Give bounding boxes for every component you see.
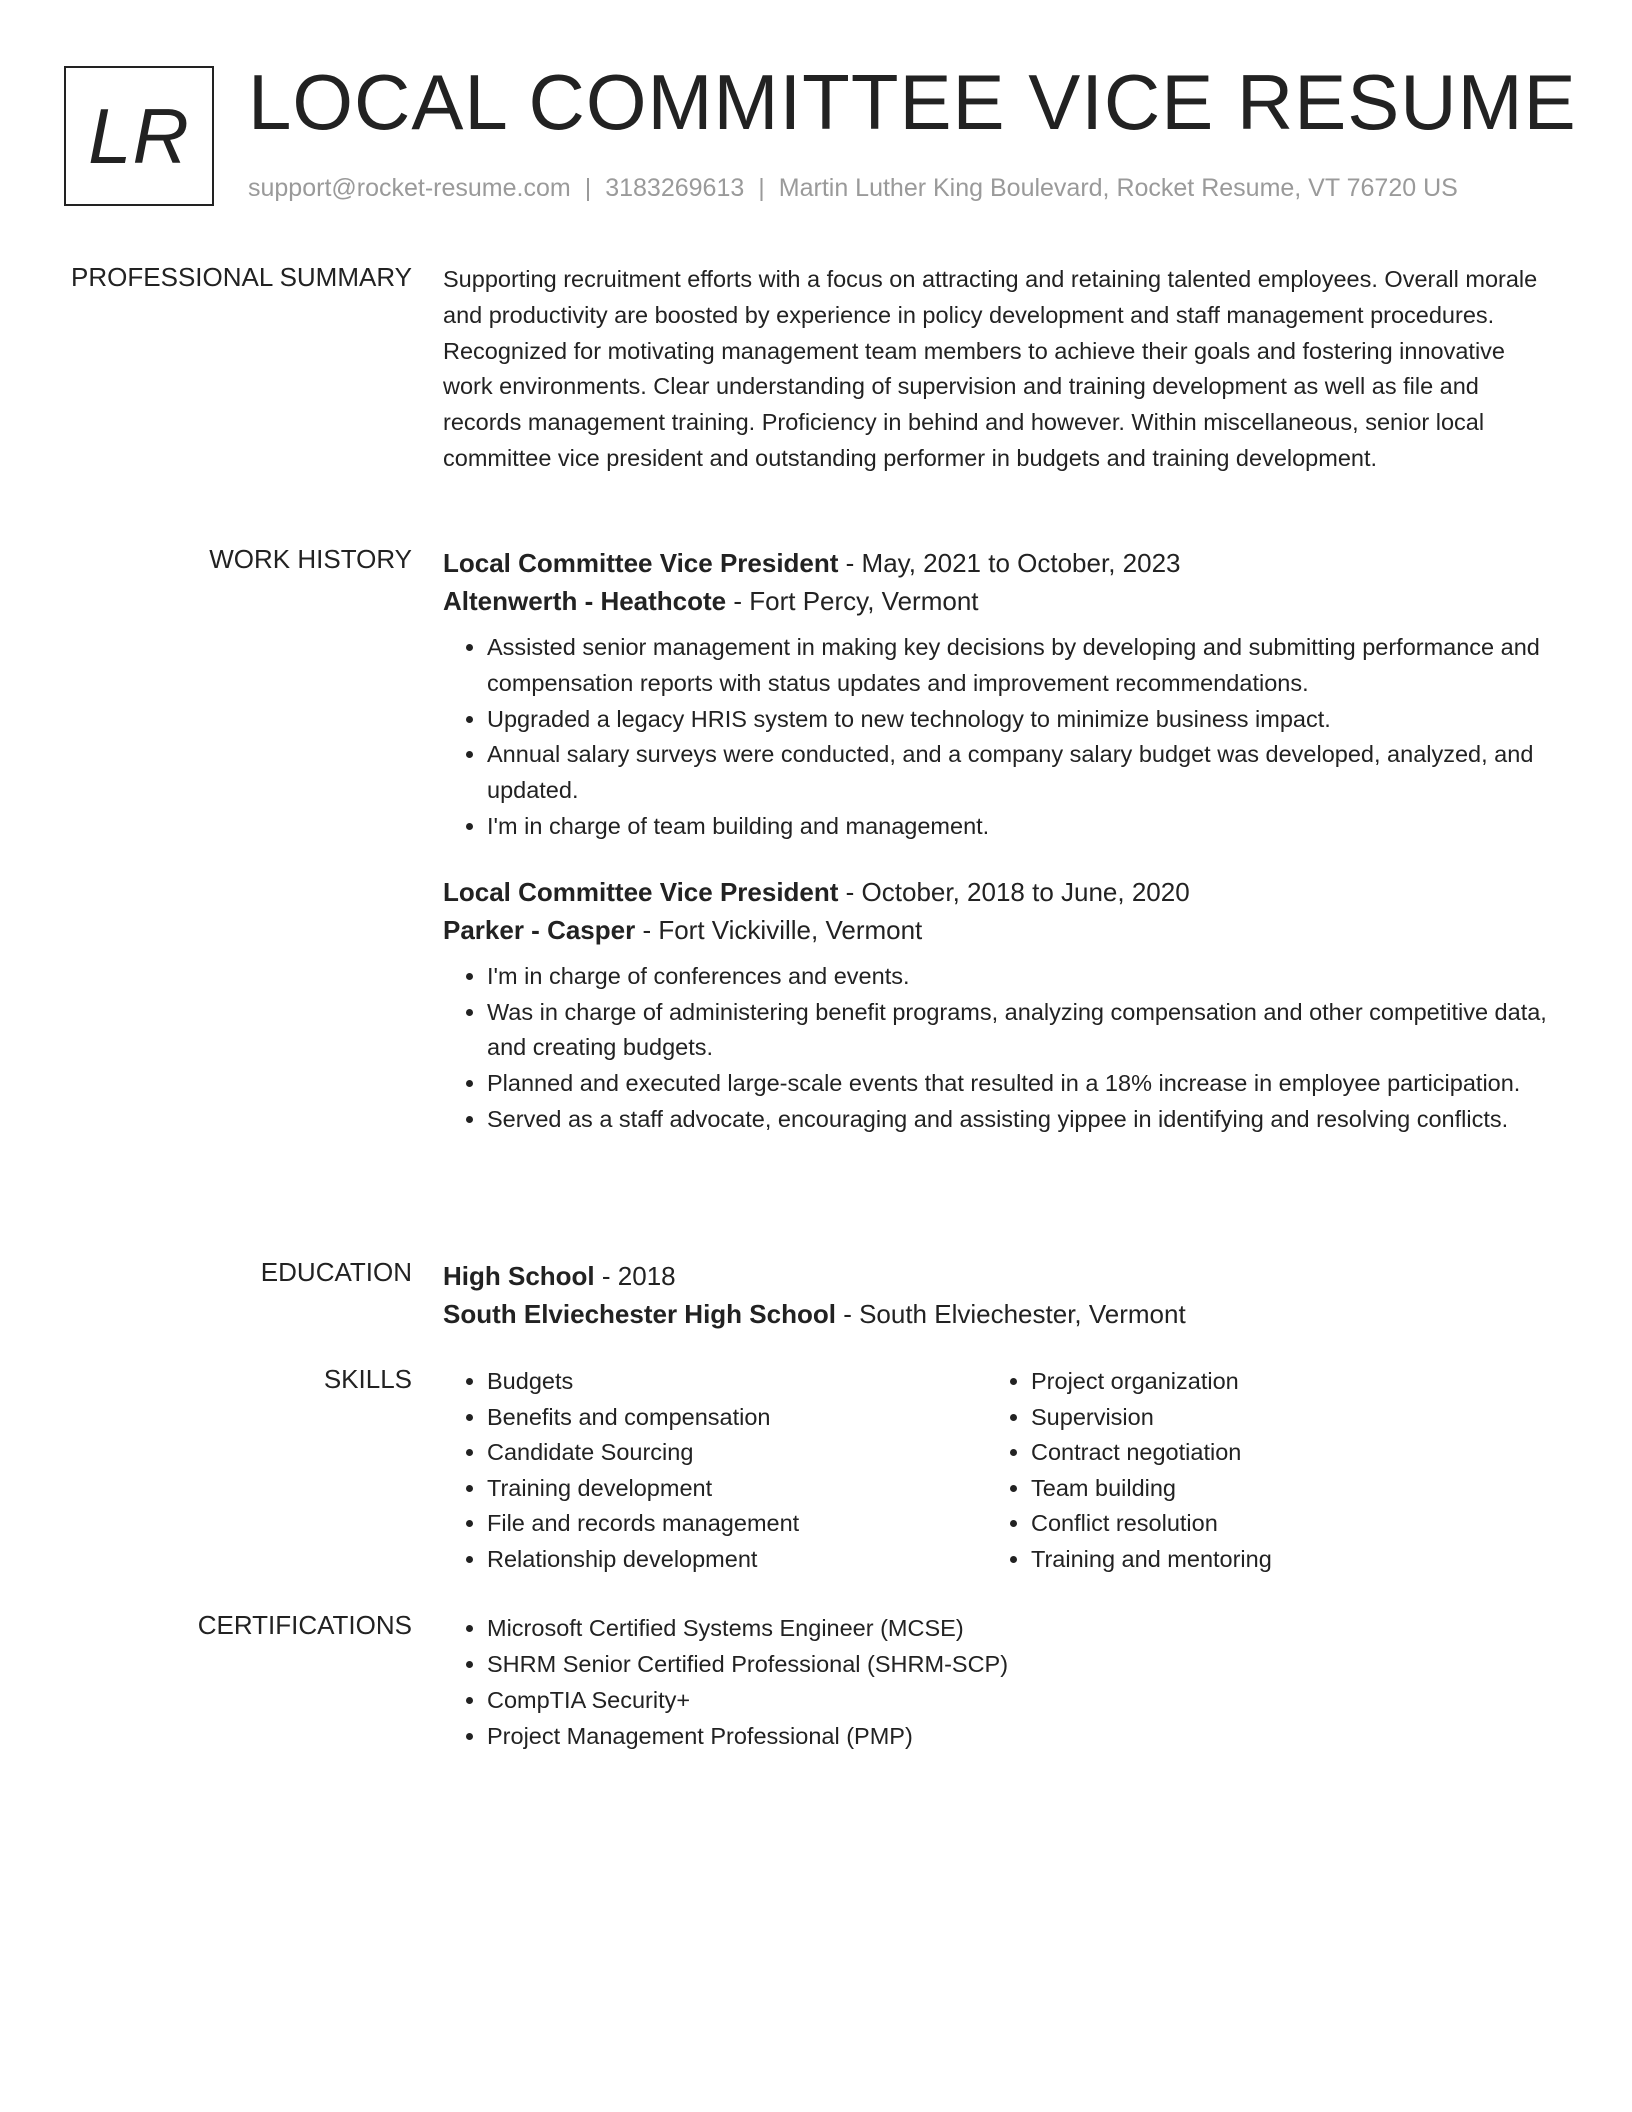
job-bullet: • Was in charge of administering benefit programs, analyzing compensation and other competitive data, and creating budgets. [487, 995, 1558, 1067]
education-degree-line [443, 1257, 1558, 1295]
job-company: Parker - Casper [443, 914, 636, 945]
section-label-summary: PROFESSIONAL SUMMARY [71, 262, 412, 292]
job-dates: - May, 2021 to October, 2023 [838, 548, 1181, 578]
certification-item: • CompTIA Security+ [487, 1682, 1558, 1718]
skill-item: • Project organization [1031, 1364, 1531, 1400]
resume-title: LOCAL COMMITTEE VICE RESUME [248, 58, 1577, 146]
job-bullets [443, 959, 1558, 1138]
certification-item: • SHRM Senior Certified Professional (SHRM-SCP) [487, 1646, 1558, 1682]
job-bullet: • Annual salary surveys were conducted, and a company salary budget was developed, analyzed, and updated. [487, 737, 1558, 809]
skill-item: • Training development [487, 1471, 987, 1507]
skill-item: • Candidate Sourcing [487, 1435, 987, 1471]
skills-column-left [443, 1364, 987, 1578]
skill-item: • Budgets [487, 1364, 987, 1400]
job-company-line [443, 582, 1558, 620]
job-bullet: • Upgraded a legacy HRIS system to new technology to minimize business impact. [487, 702, 1558, 738]
education-school: South Elviechester High School [443, 1299, 836, 1329]
job-bullet: • I'm in charge of team building and management. [487, 809, 1558, 845]
job-location: - Fort Percy, Vermont [726, 586, 979, 616]
section-label-certifications: CERTIFICATIONS [197, 1610, 412, 1640]
skill-item: • Conflict resolution [1031, 1506, 1531, 1542]
education-year: - 2018 [594, 1261, 676, 1291]
certifications-list [443, 1610, 1558, 1754]
job-title: Local Committee Vice President [443, 876, 839, 907]
job-bullet: • Served as a staff advocate, encouraging and assisting yippee in identifying and resolving conflicts. [487, 1102, 1558, 1138]
certification-item: • Microsoft Certified Systems Engineer (MCSE) [487, 1610, 1558, 1646]
contact-separator: | [584, 174, 592, 202]
skill-item: • Training and mentoring [1031, 1542, 1531, 1578]
job-title-line [443, 873, 1558, 911]
job-location: - Fort Vickiville, Vermont [635, 914, 923, 945]
job-entry [443, 544, 1558, 845]
job-bullet: • Assisted senior management in making key decisions by developing and submitting performance and compensation reports with status updates and improvement recommendations. [487, 630, 1558, 702]
skill-item: • Benefits and compensation [487, 1400, 987, 1436]
monogram-logo: LR [64, 66, 214, 206]
job-bullets [443, 630, 1558, 845]
skill-item: • File and records management [487, 1506, 987, 1542]
job-company: Altenwerth - Heathcote [443, 586, 727, 616]
education-degree: High School [443, 1261, 595, 1291]
job-entry [443, 873, 1558, 1138]
skill-item: • Contract negotiation [1031, 1435, 1531, 1471]
job-company-line [443, 911, 1558, 949]
section-label-work-history: WORK HISTORY [209, 544, 412, 574]
summary-text: Supporting recruitment efforts with a focus on attracting and retaining talented employees. Overall morale and productivity are boosted by experience in policy development and staff management procedures. Recognized for motivating management team members to achieve their goals and fostering innovative work environments. Clear understanding of supervision and training development as well as file and records management training. Proficiency in behind and however. Within miscellaneous, senior local committee vice president and outstanding performer in budgets and training development. [443, 266, 1538, 471]
work-history-content [443, 544, 1558, 1138]
job-bullet: • I'm in charge of conferences and events. [487, 959, 1558, 995]
certifications-content [443, 1610, 1558, 1754]
contact-separator: | [758, 174, 765, 202]
skill-item: • Relationship development [487, 1542, 987, 1578]
job-bullet: • Planned and executed large-scale events that resulted in a 18% increase in employee participation. [487, 1066, 1558, 1102]
contact-email: support@rocket-resume.com [248, 174, 571, 202]
education-school-line [443, 1295, 1558, 1333]
contact-line [248, 174, 1458, 203]
skill-item: • Supervision [1031, 1400, 1531, 1436]
skill-item: • Team building [1031, 1471, 1531, 1507]
education-content [443, 1257, 1558, 1333]
certification-item: • Project Management Professional (PMP) [487, 1718, 1558, 1754]
education-location: - South Elviechester, Vermont [835, 1299, 1186, 1329]
section-label-skills: SKILLS [323, 1364, 412, 1394]
job-dates: - October, 2018 to June, 2020 [838, 876, 1190, 907]
section-label-education: EDUCATION [260, 1257, 412, 1287]
skills-column-right [987, 1364, 1531, 1578]
job-title-line [443, 544, 1558, 582]
contact-phone: 3183269613 [605, 174, 745, 202]
job-title: Local Committee Vice President [443, 548, 839, 578]
skills-content [443, 1364, 1558, 1578]
contact-address: Martin Luther King Boulevard, Rocket Resume, VT 76720 US [778, 174, 1458, 202]
